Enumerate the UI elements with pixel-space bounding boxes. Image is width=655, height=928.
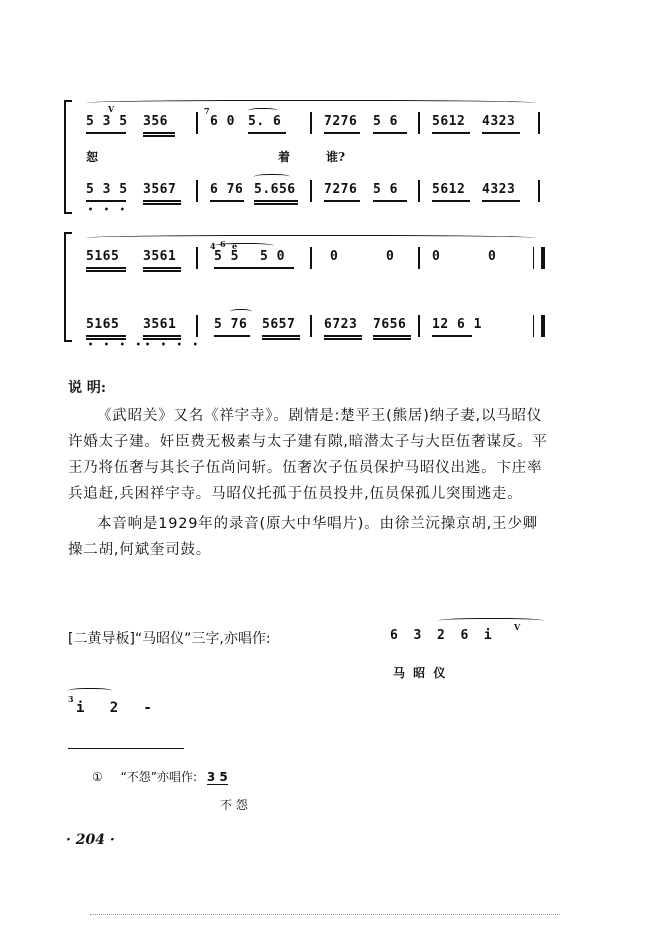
grace-note: 4 xyxy=(210,241,216,251)
lyric: 谁? xyxy=(326,150,346,164)
footnote-lyrics: 不 怨 xyxy=(220,798,248,812)
notes: 5 0 xyxy=(260,249,285,264)
grace-note: 7 xyxy=(204,106,210,116)
section-title: 说 明: xyxy=(68,380,107,396)
notes: 7276 xyxy=(324,182,358,197)
example-continuation xyxy=(68,694,228,724)
page-number: · 204 · xyxy=(66,832,115,848)
footnote-rule xyxy=(68,748,184,749)
notes: 5. 6 xyxy=(248,114,282,129)
breath-mark: V xyxy=(514,622,521,632)
grace-note: e xyxy=(232,241,238,251)
notes: 6723 xyxy=(324,317,358,332)
notes: 5612 xyxy=(432,182,466,197)
notes: 5 76 xyxy=(214,317,248,332)
notes: 0 xyxy=(488,249,497,264)
description xyxy=(68,403,553,563)
grace-note: 3 xyxy=(68,694,74,704)
notes: 7656 xyxy=(373,317,407,332)
footnote-marker: ① xyxy=(92,770,103,784)
lower-staff-2: 5165 • • • • 3561 • • • • 5 76 5657 6723 7656 12 6 1 xyxy=(68,315,548,337)
notes: 3561 xyxy=(143,317,177,332)
notes: 5 5 xyxy=(214,249,239,264)
upper-staff-2 xyxy=(68,239,548,269)
footnote-notes: 3 5 xyxy=(206,770,228,784)
example-label: [二黄导板]“马昭仪”三字,亦唱作: xyxy=(68,631,271,647)
notes: 5165 xyxy=(86,249,120,264)
breath-mark: V xyxy=(108,104,115,114)
paragraph-recording: 本音响是1929年的录音(原大中华唱片)。由徐兰沅操京胡,王少卿操二胡,何斌奎司鼓。 xyxy=(68,516,538,558)
footnote xyxy=(92,768,248,812)
score-row-2 xyxy=(68,239,548,349)
notes: 6 76 xyxy=(210,182,244,197)
upper-staff-1 xyxy=(68,104,548,134)
footnote-text: “不怨”亦唱作: xyxy=(120,770,198,784)
notes: 5165 xyxy=(86,317,120,332)
notes: 4323 xyxy=(482,182,516,197)
lyric: 着 xyxy=(278,150,291,164)
notes: 5.656 xyxy=(254,182,296,197)
notes: 0 xyxy=(386,249,395,264)
score-row-1 xyxy=(68,104,548,214)
example-notes: 6 3 2 6 i xyxy=(390,628,492,643)
notes: 5 3 5 xyxy=(86,182,128,197)
grace-note: 6 xyxy=(220,239,226,249)
lyric: 恕 xyxy=(86,150,99,164)
notes: 5 6 xyxy=(373,182,398,197)
example-lyrics: 马 昭 仪 xyxy=(393,666,448,680)
notes: 0 xyxy=(330,249,339,264)
notes: 5657 xyxy=(262,317,296,332)
notes: 356 xyxy=(143,114,168,129)
notes: 3567 xyxy=(143,182,177,197)
paragraph-plot: 《武昭关》又名《祥宇寺》。剧情是:楚平王(熊居)纳子妻,以马昭仪许婚太子建。奸臣费无极素与太子建有隙,暗潜太子与大臣伍奢谋反。平王乃将伍奢与其长子伍尚问斩。伍奢次子伍员保护马昭仪出逃。卞庄率兵追赶,兵困祥宇寺。马昭仪托孤于伍员投井,伍员保孤儿突围逃走。 xyxy=(68,408,548,502)
notes: 12 6 1 xyxy=(432,317,482,332)
notes: 7276 xyxy=(324,114,358,129)
notes: 5 3 5 xyxy=(86,114,128,129)
lower-staff-1: 5 3 5 • • • 3567 6 76 5.656 7276 5 6 5612 4323 xyxy=(68,180,548,202)
notes: 4323 xyxy=(482,114,516,129)
notes: 3561 xyxy=(143,249,177,264)
notes: 5612 xyxy=(432,114,466,129)
scan-noise xyxy=(90,914,560,917)
notes: 0 xyxy=(432,249,441,264)
notes: 5 6 xyxy=(373,114,398,129)
continuation-notes: i 2 - xyxy=(76,700,152,716)
notes: 6 0 xyxy=(210,114,235,129)
